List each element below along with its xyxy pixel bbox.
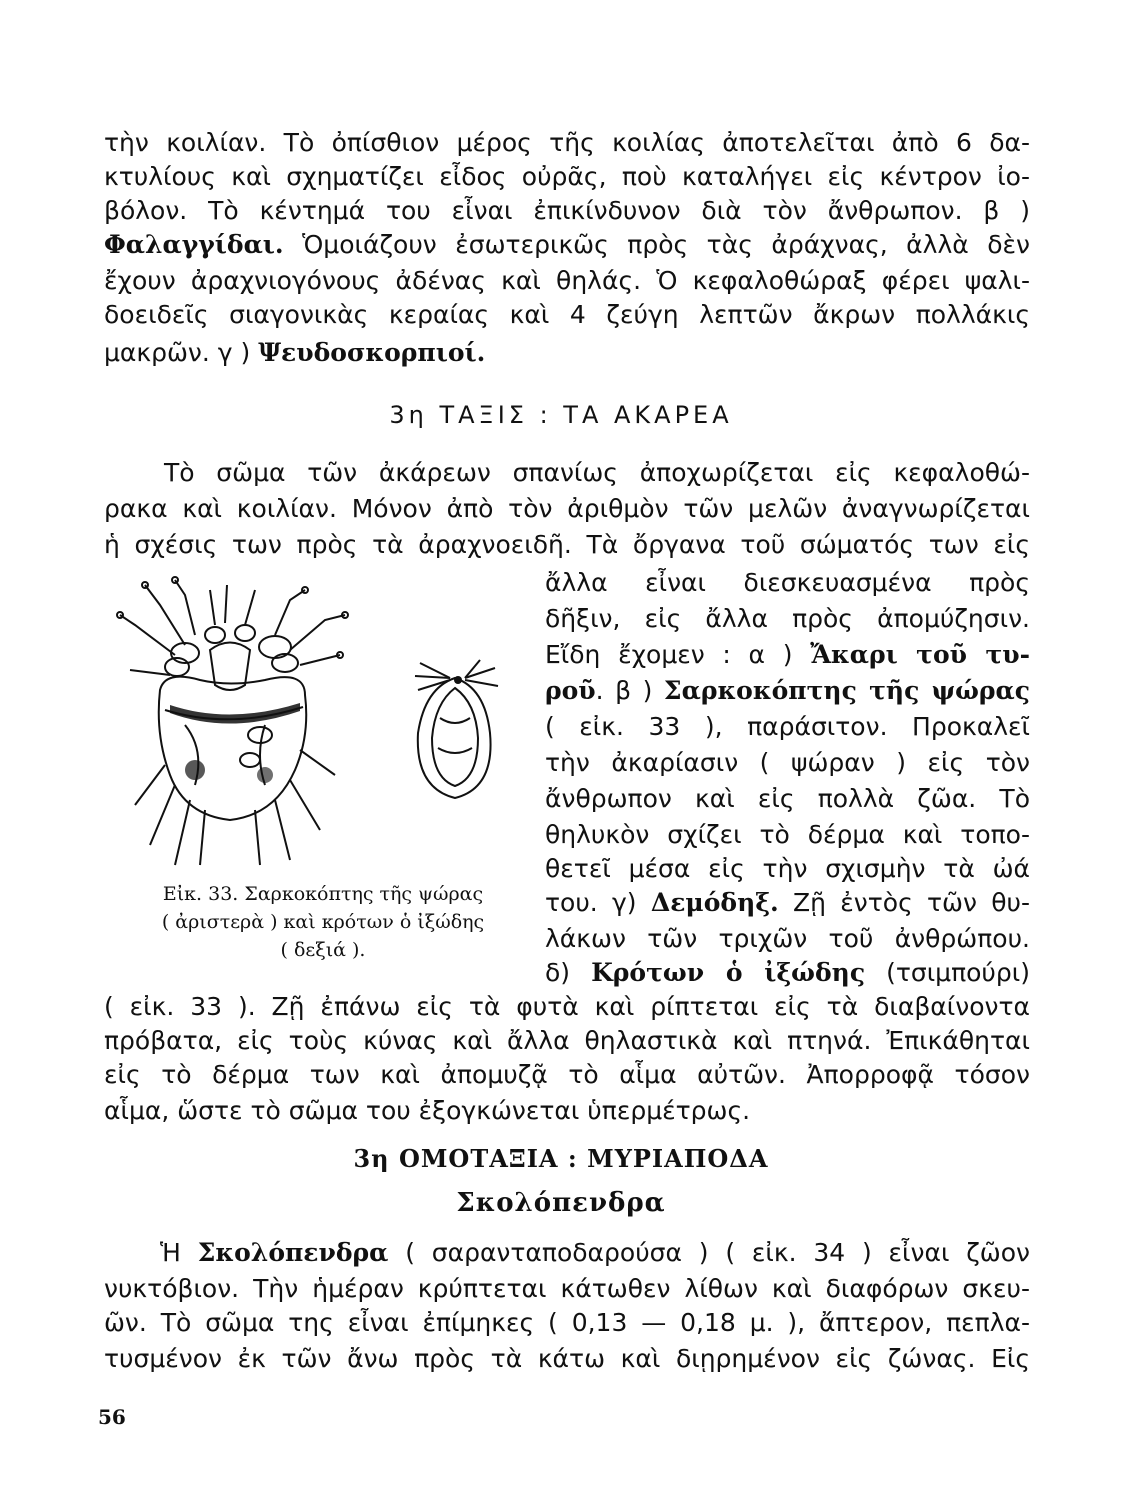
text-line: θετεῖ μέσα εἰς τὴν σχισμὴν τὰ ὠά — [545, 854, 1030, 883]
text-line: ἔχουν ἀραχνιογόνους ἀδένας καὶ θηλάς. Ὁ κεφαλοθώραξ φέρει ψαλι- — [104, 266, 1030, 295]
caption-line: ( δεξιά ). — [280, 939, 366, 961]
term-ixodes: Κρότων ὁ ἰξώδης — [591, 958, 866, 987]
text-line: Ἡ Σκολόπενδρα ( σαρανταποδαρούσα ) ( εἰκ. 34 ) εἶναι ζῶον — [160, 1238, 1030, 1267]
term-scolopendra: Σκολόπενδρα — [197, 1238, 389, 1267]
text-line: δοειδεῖς σιαγονικὰς κεραίας καὶ 4 ζεύγη λεπτῶν ἄκρων πολλάκις — [104, 300, 1030, 329]
section-heading-myriapoda: 3η ΟΜΟΤΑΞΙΑ : ΜΥΡΙΑΠΟΔΑ — [353, 1144, 769, 1173]
text-line: ( εἰκ. 33 ). Ζῇ ἐπάνω εἰς τὰ φυτὰ καὶ ρίπτεται εἰς τὰ διαβαίνοντα — [104, 992, 1030, 1021]
sarcoptes-mite-illustration — [115, 575, 355, 870]
text-line: πρόβατα, εἰς τοὺς κύνας καὶ ἄλλα θηλαστικὰ καὶ πτηνά. Ἐπικάθηται — [104, 1026, 1030, 1055]
text-line: Φαλαγγίδαι. Ὁμοιάζουν ἐσωτερικῶς πρὸς τὰς ἀράχνας, ἀλλὰ δὲν — [104, 230, 1030, 259]
text-line: τὴν ἀκαρίασιν ( ψώραν ) εἰς τὸν — [545, 748, 1030, 777]
text-line: ῶν. Τὸ σῶμα της εἶναι ἐπίμηκες ( 0,13 — 0,18 μ. ), ἄπτερον, πεπλα- — [104, 1308, 1030, 1337]
text-line: ( εἰκ. 33 ), παράσιτον. Προκαλεῖ — [545, 712, 1030, 741]
text-line: ρακα καὶ κοιλίαν. Μόνον ἀπὸ τὸν ἀριθμὸν τῶν μελῶν ἀναγνωρίζεται — [104, 494, 1030, 523]
term-cheese-mite: Ἄκαρι τοῦ τυ- — [810, 640, 1030, 669]
text-line: τὴν κοιλίαν. Τὸ ὀπίσθιον μέρος τῆς κοιλίας ἀποτελεῖται ἀπὸ 6 δα- — [104, 128, 1030, 157]
tick-illustration — [410, 658, 500, 808]
term-sarcoptes: Σαρκοκόπτης τῆς ψώρας — [663, 676, 1031, 705]
text-line: δ) Κρότων ὁ ἰξώδης (τσιμπούρι) — [545, 958, 1030, 987]
term-pseudoscorpions: Ψευδοσκορπιοί. — [258, 338, 486, 367]
section-heading-acari: 3η ΤΑΞΙΣ : ΤΑ ΑΚΑΡΕΑ — [389, 401, 733, 429]
text-line: βόλον. Τὸ κέντημά του εἶναι ἐπικίνδυνον διὰ τὸν ἄνθρωπον. β ) — [104, 196, 1030, 225]
text-line: του. γ) Δεμόδηξ. Ζῇ ἐντὸς τῶν θυ- — [545, 888, 1030, 917]
text-line: θηλυκὸν σχίζει τὸ δέρμα καὶ τοπο- — [545, 820, 1030, 849]
text-line: αἷμα, ὥστε τὸ σῶμα του ἐξογκώνεται ὑπερμέτρως. — [104, 1096, 751, 1125]
text-line: κτυλίους καὶ σχηματίζει εἶδος οὐρᾶς, ποὺ καταλήγει εἰς κέντρον ἰο- — [104, 162, 1030, 191]
text-line: Εἴδη ἔχομεν : α ) Ἄκαρι τοῦ τυ- — [545, 640, 1030, 669]
caption-line: ( ἀριστερὰ ) καὶ κρότων ὁ ἰξώδης — [161, 911, 485, 933]
subsection-heading-scolopendra: Σκολόπενδρα — [456, 1188, 666, 1218]
text-line: λάκων τῶν τριχῶν τοῦ ἀνθρώπου. — [545, 924, 1030, 953]
text-line: ἄνθρωπον καὶ εἰς πολλὰ ζῶα. Τὸ — [545, 784, 1030, 813]
text-line: ροῦ. β ) Σαρκοκόπτης τῆς ψώρας — [545, 676, 1031, 705]
caption-line: Εἰκ. 33. Σαρκοκόπτης τῆς ψώρας — [162, 883, 484, 905]
term-phalangidae: Φαλαγγίδαι. — [104, 230, 284, 259]
text-line: δῆξιν, εἰς ἄλλα πρὸς ἀπομύζησιν. — [545, 604, 1030, 633]
text-line: εἰς τὸ δέρμα των καὶ ἀπομυζᾷ τὸ αἷμα αὐτῶν. Ἀπορροφᾷ τόσον — [104, 1060, 1030, 1089]
term-demodex: Δεμόδηξ. — [650, 888, 779, 917]
text-line: τυσμένον ἐκ τῶν ἄνω πρὸς τὰ κάτω καὶ διῃρημένον εἰς ζώνας. Εἰς — [104, 1344, 1030, 1373]
text-line: νυκτόβιον. Τὴν ἡμέραν κρύπτεται κάτωθεν λίθων καὶ διαφόρων σκευ- — [104, 1274, 1030, 1303]
text-line: μακρῶν. γ ) Ψευδοσκορπιοί. — [104, 338, 486, 367]
text-line: ἡ σχέσις των πρὸς τὰ ἀραχνοειδῆ. Τὰ ὄργανα τοῦ σώματός των εἰς — [104, 530, 1030, 559]
page-number: 56 — [98, 1405, 126, 1429]
text-line: ἄλλα εἶναι διεσκευασμένα πρὸς — [545, 568, 1030, 597]
text-line: Τὸ σῶμα τῶν ἀκάρεων σπανίως ἀποχωρίζεται εἰς κεφαλοθώ- — [164, 458, 1030, 487]
